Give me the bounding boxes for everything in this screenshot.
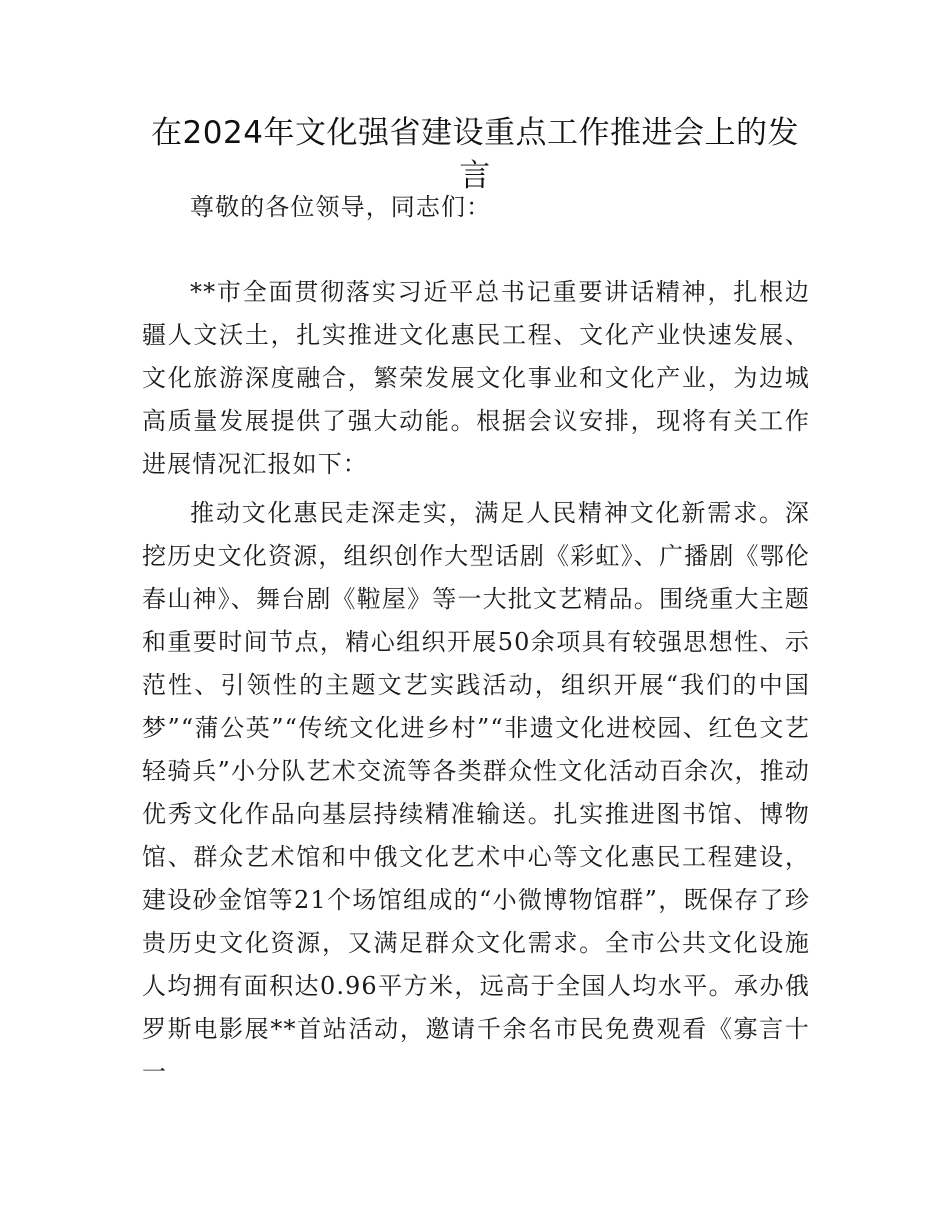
paragraph-cultural-benefits: 推动文化惠民走深走实，满足人民精神文化新需求。深挖历史文化资源，组织创作大型话剧《彩虹》、广播剧《鄂伦春山神》、舞台剧《鞡屋》等一大批文艺精品。围绕重大主题和重要时间节点，精心组织开展50余项具有较强思想性、示范性、引领性的主题文艺实践活动，组织开展“我们的中国梦”“蒲公英”“传统文化进乡村”“非遗文化进校园、红色文艺轻骑兵”小分队艺术交流等各类群众性文化活动百余次，推动优秀文化作品向基层持续精准输送。扎实推进图书馆、博物馆、群众艺术馆和中俄文化艺术中心等文化惠民工程建设，建设砂金馆等21个场馆组成的“小微博物馆群”，既保存了珍贵历史文化资源，又满足群众文化需求。全市公共文化设施人均拥有面积达0.96平方米，远高于全国人均水平。承办俄罗斯电影展**首站活动，邀请千余名市民免费观看《寡言十一 — [142, 499, 810, 1086]
salutation: 尊敬的各位领导，同志们： — [190, 193, 492, 221]
document-title: 在2024年文化强省建设重点工作推进会上的发言 — [151, 115, 799, 194]
paragraph-intro: **市全面贯彻落实习近平总书记重要讲话精神，扎根边疆人文沃土，扎实推进文化惠民工程、文化产业快速发展、文化旅游深度融合，繁荣发展文化事业和文化产业，为边城高质量发展提供了强大动能。根据会议安排，现将有关工作进展情况汇报如下： — [142, 278, 810, 478]
